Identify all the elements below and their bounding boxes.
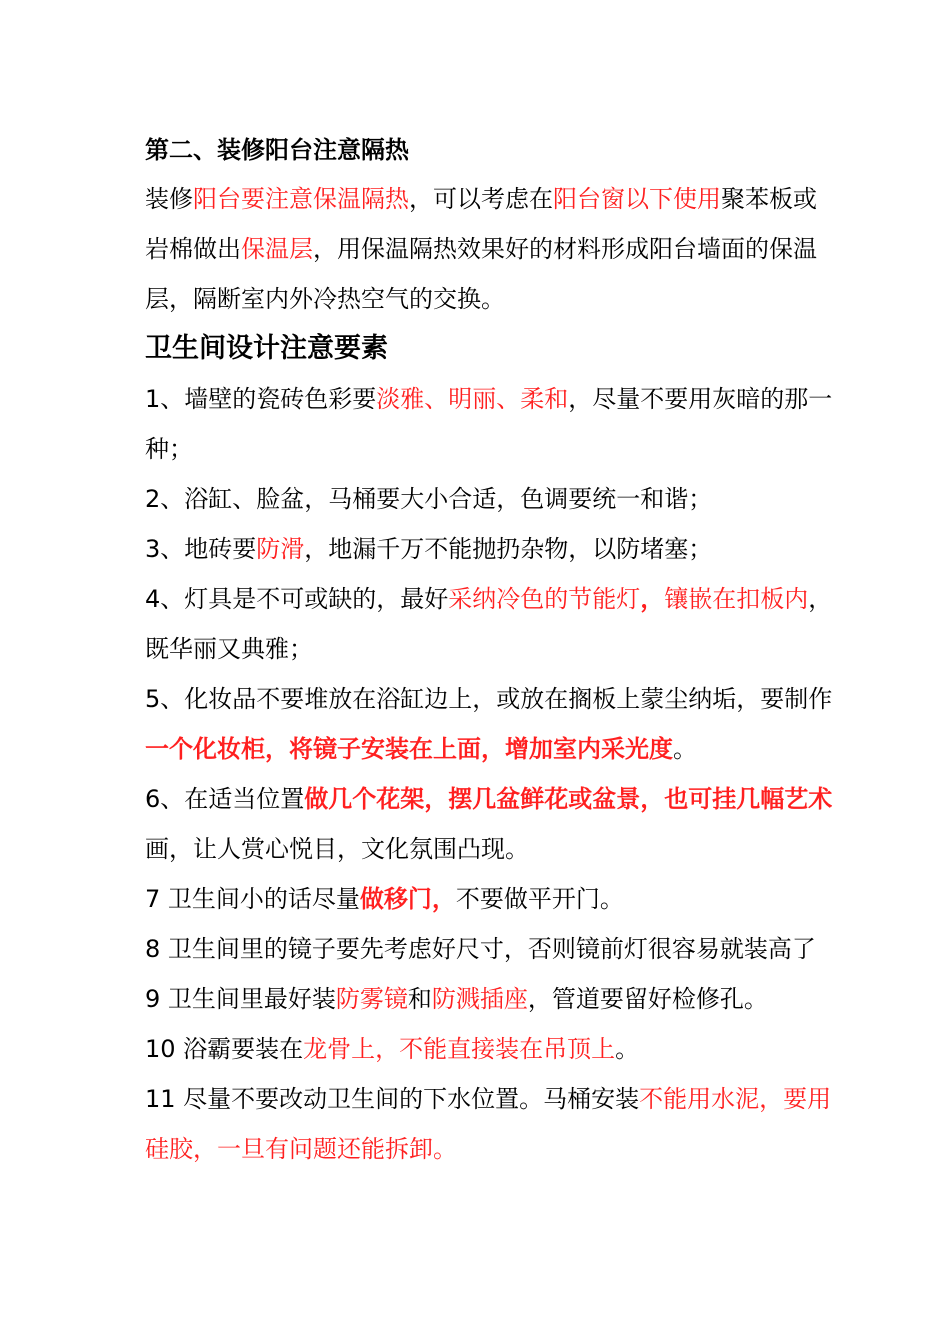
highlight-text: 防雾镜 [335,985,408,1013]
text-run: 画，让人赏心悦目，文化氛围凸现。 [145,835,529,863]
highlight-text: 防溅插座 [431,985,528,1013]
highlight-text: 不能用水泥，要用 [639,1085,832,1113]
text-run: 4、灯具是不可或缺的，最好 [145,585,449,613]
highlight-text: 做移门， [359,885,456,913]
paragraph-line [145,283,505,315]
text-run: 。 [615,1035,640,1063]
list-item [145,783,832,815]
text-run: ，可以考虑在 [409,185,553,213]
text-run: 3、地砖要 [145,535,257,563]
text-run: 6、在适当位置 [145,785,305,813]
text-run: 10 浴霸要装在 [145,1035,304,1063]
highlight-text: 防滑 [256,535,305,563]
text-run: 种； [145,435,193,463]
text-run: 。 [673,735,697,763]
text-run: 2、浴缸、脸盆，马桶要大小合适，色调要统一和谐； [145,485,713,513]
section-heading-balcony: 第二、装修阳台注意隔热 [145,136,409,164]
highlight-text: 做几个花架，摆几盆鲜花或盆景，也可挂几幅艺术 [304,785,833,813]
text-run: 9 卫生间里最好装 [145,985,336,1013]
text-run: 7 卫生间小的话尽量 [145,885,360,913]
highlight-text: ， [640,585,665,613]
highlight-text: 阳台窗以下使用 [553,185,721,213]
list-item [145,583,832,615]
list-item [145,883,624,915]
text-run: 层，隔断室内外冷热空气的交换。 [145,285,505,313]
highlight-text: 镶嵌在扣板内 [664,585,809,613]
highlight-text: 龙骨上，不能直接装在吊顶上 [303,1035,616,1063]
text-run: ， [808,585,833,613]
highlight-text: 淡雅、明丽、柔和 [376,385,569,413]
highlight-text: 一个化妆柜，将镜子安装在上面，增加室内采光度 [145,735,673,763]
text-run: 和 [407,985,432,1013]
list-item [145,1033,639,1065]
section-heading-bathroom: 卫生间设计注意要素 [145,333,388,364]
list-item [145,983,768,1015]
text-run: ，管道要留好检修孔。 [527,985,768,1013]
text-run: 聚苯板或 [721,185,817,213]
list-item [145,383,832,415]
text-run: 不要做平开门。 [455,885,624,913]
list-item-continued [145,633,313,665]
highlight-text: 硅胶，一旦有问题还能拆卸。 [145,1135,457,1163]
list-item-continued [145,733,697,765]
text-run: ，尽量不要用灰暗的那一 [568,385,833,413]
list-item [145,1083,831,1115]
highlight-text: 采纳冷色的节能灯 [448,585,641,613]
text-run: 11 尽量不要改动卫生间的下水位置。马桶安装 [145,1085,640,1113]
list-item [145,933,816,965]
paragraph-line [145,233,817,265]
list-item [145,683,832,715]
text-run: 1、墙壁的瓷砖色彩要 [145,385,377,413]
list-item-continued [145,433,193,465]
list-item [145,483,712,515]
text-run: ，用保温隔热效果好的材料形成阳台墙面的保温 [313,235,817,263]
text-run: 5、化妆品不要堆放在浴缸边上，或放在搁板上蒙尘纳垢，要制作 [145,685,833,713]
text-run: 岩棉做出 [145,235,241,263]
highlight-text: 阳台要注意保温隔热 [193,185,409,213]
highlight-text: 保温层 [241,235,313,263]
paragraph-line [145,183,817,215]
text-run: 装修 [145,185,193,213]
text-run: 8 卫生间里的镜子要先考虑好尺寸，否则镜前灯很容易就装高了 [145,935,816,963]
list-item-continued [145,1133,457,1165]
list-item [145,533,712,565]
text-run: 既华丽又典雅； [145,635,313,663]
list-item-continued [145,833,529,865]
text-run: ，地漏千万不能抛扔杂物，以防堵塞； [304,535,713,563]
